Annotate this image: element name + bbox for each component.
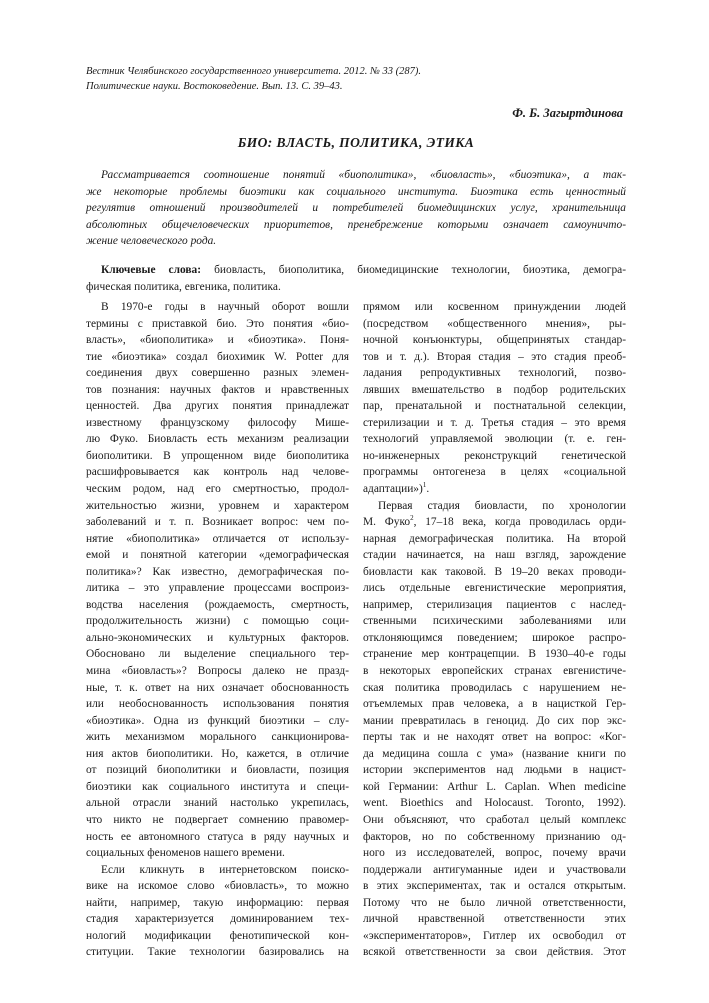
text-line: «биоэтика». Одна из функций биоэтики – слу-: [86, 714, 349, 727]
text-line: ность ее автономного статуса в ряду научных и: [86, 830, 349, 843]
text-line: Они объясняют, что сработал целый комплекс: [363, 813, 626, 826]
text-line: власть», «биополитика» и «биоэтика». Поня-: [86, 334, 349, 347]
text-line: ская политика проводилась с нарушением не-: [363, 681, 626, 694]
text-line: истории экспериментов над людьми в нацист-: [363, 764, 626, 777]
text-line: всякой ответственности за свои действия. Этот: [363, 946, 626, 959]
text-line: лявших вмешательство в подбор родительских: [363, 383, 626, 396]
text-line: в некоторых европейских странах евгенистиче-: [363, 665, 626, 678]
text-line: биоэтики как социального института и специ-: [86, 780, 349, 793]
text-line: расшифровывается как контроль над челове-: [86, 466, 349, 479]
text-line: но-инженерных реконструкций генетической: [363, 449, 626, 462]
keywords-label: Ключевые слова:: [101, 264, 202, 276]
author-name: Ф. Б. Загыртдинова: [512, 106, 623, 120]
text-line: лись отдельные евгенистические мероприятия,: [363, 582, 626, 595]
text-line: ния актов биополитики. Но, кажется, в отличие: [86, 747, 349, 760]
text-line: нарная демографическая политика. На второй: [363, 532, 626, 545]
text-line: лю Фуко. Биовласть есть механизм реализации: [86, 433, 349, 446]
text-line: биополитики. В упрощенном виде биополитика: [86, 449, 349, 462]
text-line: [363, 481, 626, 498]
text-line: ного из исследователей, вопрос, почему врачи: [363, 847, 626, 860]
text-line: ладания репродуктивных технологий, позво-: [363, 367, 626, 380]
text-line: нятие «биополитика» отличается от использу-: [86, 532, 349, 545]
text-line: ственными психическими заболеваниями или: [363, 615, 626, 628]
text-line: биовласти как таковой. В 19–20 веках проводи-: [363, 565, 626, 578]
text-fragment: , 17–18 века, когда проводилась орди-: [413, 516, 627, 529]
text-line: продолжительность жизни) с помощью соци-: [86, 615, 349, 628]
text-line: В 1970-е годы в научный оборот вошли: [101, 301, 349, 313]
period: .: [426, 483, 430, 496]
text-line: тие «биоэтика» создал биохимик W. Potter для: [86, 350, 349, 363]
text-line: соединения двух совершенно разных элемен-: [86, 367, 349, 380]
text-line: что никто не подвергает сомнению правомер-: [86, 813, 349, 826]
text-line: [363, 514, 626, 531]
text-fragment: М. Фуко: [363, 516, 411, 529]
text-line: жить механизмом морального санкционирова-: [86, 731, 349, 744]
article-title: БИО: ВЛАСТЬ, ПОЛИТИКА, ЭТИКА: [237, 135, 475, 150]
text-line: вике на искомое слово «биовласть», то можно: [86, 880, 349, 893]
text-line: емой и понятной категории «демографическая: [86, 549, 349, 562]
text-line: личной нравственной ответственности этих: [363, 913, 626, 926]
text-line: пар, пренатальной и постнатальной селекции,: [363, 400, 626, 413]
text-line: Первая стадия биовласти, по хронологии: [378, 499, 626, 512]
keywords-line: фическая политика, евгеника, политика.: [86, 280, 281, 293]
text-line: Потому что не было личной ответственности,: [363, 896, 626, 909]
text-line: от позиций биополитики и биовласти, позиция: [86, 764, 349, 777]
right-column: [363, 299, 626, 961]
text-line: went. Bioethics and Holocaust. Toronto, 1992).: [363, 797, 626, 810]
text-line: мании превратилась в геноцид. До сих пор экс-: [363, 714, 626, 727]
journal-reference: [86, 64, 626, 94]
text-line: социальных феноменов нашего времени.: [86, 847, 285, 860]
text-line: поддержали антигуманные идеи и участвовали: [363, 863, 626, 876]
text-line: найти, например, такую информацию: первая: [86, 896, 349, 909]
text-line: прямом или косвенном принуждении людей: [363, 301, 626, 313]
text-line: нологий модификации фенотипической кон-: [86, 929, 349, 942]
text-line: литика – это управление процессами воспроиз-: [86, 582, 349, 595]
text-line: стадии начинается, на наш взгляд, зарождение: [363, 549, 626, 562]
footnote-ref-2: 2: [410, 514, 414, 523]
text-line: ночной конъюнктуры, общепринятых стандар-: [363, 334, 626, 347]
text-fragment: адаптации»): [363, 483, 423, 496]
text-line: Обосновано ли выделение специального тер-: [86, 648, 349, 661]
text-line: ально-экономических и культурных факторов.: [86, 631, 349, 644]
text-line: мина «биовласть»? Вопросы далеко не празд-: [86, 665, 349, 678]
text-line: ные, т. к. ответ на них означает обоснованность: [86, 681, 349, 694]
journal-line-1: Вестник Челябинского государственного университета. 2012. № 33 (287).: [86, 66, 421, 77]
text-line: перты так и не находят ответ на вопрос: «Ког-: [363, 731, 626, 744]
keywords-text: биовласть, биополитика, биомедицинские технологии, биоэтика, демогра-: [201, 264, 626, 276]
text-line: термины с приставкой био. Это понятия «био-: [86, 317, 349, 330]
text-line: тов познания: научных фактов и нравственных: [86, 383, 349, 396]
text-line: факторов, но по собственному признанию од-: [363, 830, 626, 843]
text-line: ценностей. Два других понятия принадлежат: [86, 400, 349, 413]
text-line: Если кликнуть в интернетовском поиско-: [101, 863, 349, 876]
footnote-ref-1: 1: [422, 481, 427, 490]
text-line: отъемлемых прав человека, а в нацисткой Гер-: [363, 698, 626, 711]
text-line: отклоняющимся поведением; широкое распро-: [363, 631, 626, 644]
text-line: заболеваний и т. п. Возникает вопрос: чем по-: [86, 516, 349, 529]
text-line: в этих экспериментах, так и остался открытым.: [363, 880, 626, 893]
text-line: водства населения (рождаемость, смертность,: [86, 598, 349, 611]
text-line: кой Германии: Arthur L. Caplan. When medicine: [363, 780, 626, 793]
abstract-line: жение человеческого рода.: [86, 235, 217, 248]
text-line: да медицина сошла с ума» (название книги по: [363, 747, 626, 760]
text-line: стерилизации и т. д. Третья стадия – это время: [363, 416, 626, 429]
text-line: ческим родом, над его смертностью, продол-: [86, 483, 349, 496]
abstract-line: регулятив отношений производителей и потребителей биомедицинских услуг, хранительница: [86, 202, 626, 215]
text-line: альной отрасли знаний настолько укрепилась,: [86, 797, 349, 810]
keywords: [86, 262, 626, 295]
text-line: ституции. Такие технологии базировались на: [86, 946, 349, 959]
keywords-line: [86, 262, 626, 279]
text-line: например, стерилизация пациентов с наслед-: [363, 598, 626, 611]
abstract: [86, 167, 626, 250]
abstract-line: Рассматривается соотношение понятий «биополитика», «биовласть», «биоэтика», а так-: [101, 169, 626, 181]
text-line: технологий управляемой эволюции (т. е. ген-: [363, 433, 626, 446]
text-line: или необоснованность использования понятия: [86, 698, 349, 711]
text-line: «экспериментаторов», Гитлер их освободил от: [363, 929, 626, 942]
text-line: программы онтогенеза в целях «социальной: [363, 466, 626, 479]
text-line: (посредством «общественного мнения», ры-: [363, 317, 626, 330]
text-line: жительностью жизни, уровнем и характером: [86, 499, 349, 512]
text-line: странение мер контрацепции. В 1930–40-е годы: [363, 648, 626, 661]
text-line: известному французскому философу Мише-: [86, 416, 349, 429]
journal-line-2: Политические науки. Востоковедение. Вып. 13. С. 39–43.: [86, 81, 343, 92]
abstract-line: же некоторые проблемы биоэтики как социального института. Биоэтика есть ценностный: [86, 185, 626, 198]
text-line: стадия характеризуется доминированием тех-: [86, 913, 349, 926]
left-column: [86, 299, 349, 961]
text-line: политика»? Как известно, демографическая по-: [86, 565, 349, 578]
text-line: тов и т. д.). Вторая стадия – это стадия преоб-: [363, 350, 626, 363]
abstract-line: абсолютных общечеловеческих приоритетов, пренебрежение которыми означает самоуничто-: [86, 218, 626, 231]
